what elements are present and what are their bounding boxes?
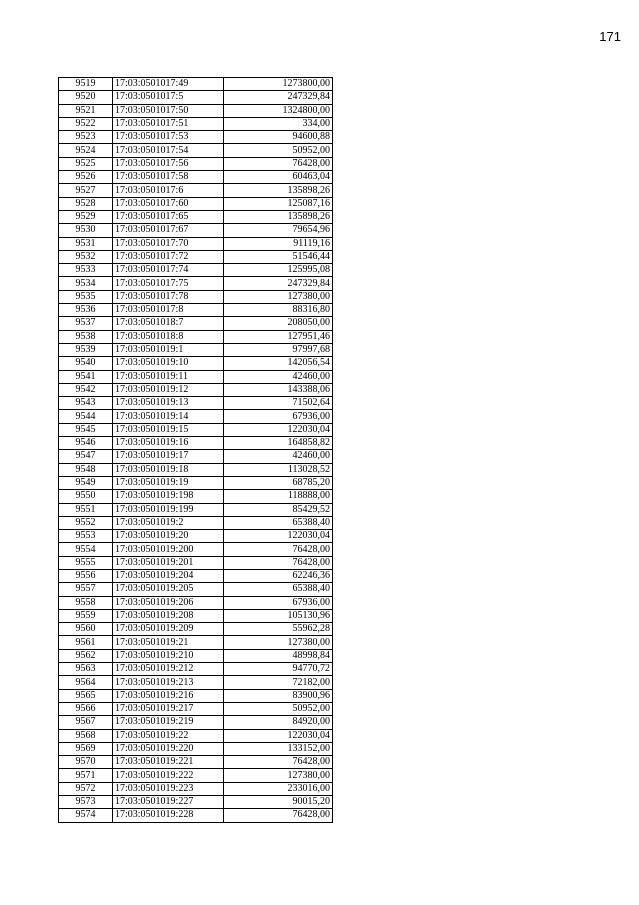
cadastral-number-cell: 17:03:0501019:13 <box>113 397 224 410</box>
table-row <box>59 104 333 117</box>
cadastral-number-cell: 17:03:0501017:49 <box>113 78 224 91</box>
cadastral-number-cell: 17:03:0501017:65 <box>113 210 224 223</box>
cadastral-number-cell: 17:03:0501019:20 <box>113 530 224 543</box>
cadastral-value-cell: 97997,68 <box>224 343 333 356</box>
table-row <box>59 809 333 822</box>
row-number-cell: 9564 <box>59 676 113 689</box>
row-number-cell: 9536 <box>59 304 113 317</box>
cadastral-value-cell: 164858,82 <box>224 437 333 450</box>
cadastral-number-cell: 17:03:0501019:217 <box>113 702 224 715</box>
row-number-cell: 9527 <box>59 184 113 197</box>
cadastral-number-cell: 17:03:0501017:67 <box>113 224 224 237</box>
table-row <box>59 343 333 356</box>
cadastral-number-cell: 17:03:0501017:53 <box>113 131 224 144</box>
cadastral-value-cell: 143388,06 <box>224 383 333 396</box>
cadastral-number-cell: 17:03:0501019:12 <box>113 383 224 396</box>
table-row <box>59 423 333 436</box>
cadastral-number-cell: 17:03:0501019:208 <box>113 609 224 622</box>
cadastral-value-cell: 247329,84 <box>224 91 333 104</box>
cadastral-value-cell: 118888,00 <box>224 490 333 503</box>
row-number-cell: 9549 <box>59 476 113 489</box>
cadastral-value-cell: 51546,44 <box>224 250 333 263</box>
cadastral-value-cell: 233016,00 <box>224 782 333 795</box>
row-number-cell: 9546 <box>59 437 113 450</box>
table-row <box>59 556 333 569</box>
row-number-cell: 9554 <box>59 543 113 556</box>
row-number-cell: 9567 <box>59 716 113 729</box>
row-number-cell: 9534 <box>59 277 113 290</box>
cadastral-value-cell: 142056,54 <box>224 357 333 370</box>
cadastral-value-cell: 65388,40 <box>224 583 333 596</box>
cadastral-value-cell: 133152,00 <box>224 742 333 755</box>
table-row <box>59 769 333 782</box>
cadastral-number-cell: 17:03:0501019:2 <box>113 516 224 529</box>
row-number-cell: 9556 <box>59 569 113 582</box>
cadastral-value-cell: 60463,04 <box>224 171 333 184</box>
cadastral-number-cell: 17:03:0501017:6 <box>113 184 224 197</box>
cadastral-number-cell: 17:03:0501018:7 <box>113 317 224 330</box>
row-number-cell: 9533 <box>59 264 113 277</box>
cadastral-value-cell: 76428,00 <box>224 543 333 556</box>
cadastral-value-cell: 62246,36 <box>224 569 333 582</box>
row-number-cell: 9544 <box>59 410 113 423</box>
table-row <box>59 317 333 330</box>
table-row <box>59 357 333 370</box>
table-row <box>59 277 333 290</box>
cadastral-value-cell: 83900,96 <box>224 689 333 702</box>
row-number-cell: 9555 <box>59 556 113 569</box>
cadastral-value-cell: 76428,00 <box>224 756 333 769</box>
cadastral-value-cell: 84920,00 <box>224 716 333 729</box>
table-row <box>59 530 333 543</box>
table-row <box>59 144 333 157</box>
row-number-cell: 9552 <box>59 516 113 529</box>
table-row <box>59 383 333 396</box>
cadastral-value-cell: 105130,96 <box>224 609 333 622</box>
cadastral-number-cell: 17:03:0501017:74 <box>113 264 224 277</box>
cadastral-value-cell: 127380,00 <box>224 290 333 303</box>
cadastral-number-cell: 17:03:0501019:205 <box>113 583 224 596</box>
row-number-cell: 9543 <box>59 397 113 410</box>
cadastral-value-cell: 67936,00 <box>224 410 333 423</box>
cadastral-value-cell: 127380,00 <box>224 636 333 649</box>
row-number-cell: 9526 <box>59 171 113 184</box>
cadastral-value-cell: 247329,84 <box>224 277 333 290</box>
cadastral-number-cell: 17:03:0501017:60 <box>113 197 224 210</box>
cadastral-number-cell: 17:03:0501019:204 <box>113 569 224 582</box>
row-number-cell: 9540 <box>59 357 113 370</box>
cadastral-number-cell: 17:03:0501019:210 <box>113 649 224 662</box>
cadastral-number-cell: 17:03:0501019:200 <box>113 543 224 556</box>
table-row <box>59 490 333 503</box>
cadastral-value-cell: 67936,00 <box>224 596 333 609</box>
cadastral-value-table <box>58 77 333 823</box>
row-number-cell: 9571 <box>59 769 113 782</box>
table-row <box>59 250 333 263</box>
cadastral-number-cell: 17:03:0501019:223 <box>113 782 224 795</box>
cadastral-value-cell: 94600,88 <box>224 131 333 144</box>
cadastral-number-cell: 17:03:0501019:219 <box>113 716 224 729</box>
row-number-cell: 9524 <box>59 144 113 157</box>
row-number-cell: 9528 <box>59 197 113 210</box>
table-row <box>59 91 333 104</box>
row-number-cell: 9545 <box>59 423 113 436</box>
table-row <box>59 796 333 809</box>
cadastral-value-cell: 50952,00 <box>224 144 333 157</box>
cadastral-number-cell: 17:03:0501017:50 <box>113 104 224 117</box>
cadastral-value-cell: 88316,80 <box>224 304 333 317</box>
cadastral-value-cell: 68785,20 <box>224 476 333 489</box>
cadastral-number-cell: 17:03:0501019:201 <box>113 556 224 569</box>
cadastral-number-cell: 17:03:0501019:220 <box>113 742 224 755</box>
row-number-cell: 9569 <box>59 742 113 755</box>
row-number-cell: 9532 <box>59 250 113 263</box>
row-number-cell: 9573 <box>59 796 113 809</box>
row-number-cell: 9531 <box>59 237 113 250</box>
cadastral-value-cell: 208050,00 <box>224 317 333 330</box>
cadastral-value-cell: 42460,00 <box>224 370 333 383</box>
row-number-cell: 9537 <box>59 317 113 330</box>
cadastral-number-cell: 17:03:0501019:19 <box>113 476 224 489</box>
row-number-cell: 9559 <box>59 609 113 622</box>
table-row <box>59 304 333 317</box>
cadastral-number-cell: 17:03:0501019:22 <box>113 729 224 742</box>
row-number-cell: 9519 <box>59 78 113 91</box>
cadastral-value-cell: 135898,26 <box>224 210 333 223</box>
cadastral-value-cell: 122030,04 <box>224 530 333 543</box>
table-row <box>59 649 333 662</box>
cadastral-value-cell: 76428,00 <box>224 809 333 822</box>
table-body <box>59 78 333 823</box>
cadastral-value-cell: 76428,00 <box>224 157 333 170</box>
cadastral-number-cell: 17:03:0501017:51 <box>113 117 224 130</box>
cadastral-number-cell: 17:03:0501017:54 <box>113 144 224 157</box>
table-row <box>59 476 333 489</box>
row-number-cell: 9521 <box>59 104 113 117</box>
table-row <box>59 516 333 529</box>
cadastral-number-cell: 17:03:0501019:227 <box>113 796 224 809</box>
cadastral-number-cell: 17:03:0501017:70 <box>113 237 224 250</box>
cadastral-value-cell: 42460,00 <box>224 450 333 463</box>
row-number-cell: 9520 <box>59 91 113 104</box>
cadastral-value-cell: 72182,00 <box>224 676 333 689</box>
cadastral-value-cell: 125087,16 <box>224 197 333 210</box>
cadastral-value-cell: 85429,52 <box>224 503 333 516</box>
cadastral-value-cell: 50952,00 <box>224 702 333 715</box>
cadastral-value-cell: 65388,40 <box>224 516 333 529</box>
cadastral-number-cell: 17:03:0501019:14 <box>113 410 224 423</box>
table-row <box>59 583 333 596</box>
table-row <box>59 171 333 184</box>
cadastral-number-cell: 17:03:0501019:1 <box>113 343 224 356</box>
table-row <box>59 78 333 91</box>
row-number-cell: 9522 <box>59 117 113 130</box>
row-number-cell: 9539 <box>59 343 113 356</box>
cadastral-value-cell: 71502,64 <box>224 397 333 410</box>
cadastral-value-cell: 94770,72 <box>224 663 333 676</box>
cadastral-number-cell: 17:03:0501019:221 <box>113 756 224 769</box>
row-number-cell: 9523 <box>59 131 113 144</box>
table-row <box>59 702 333 715</box>
cadastral-number-cell: 17:03:0501017:58 <box>113 171 224 184</box>
cadastral-number-cell: 17:03:0501017:8 <box>113 304 224 317</box>
row-number-cell: 9529 <box>59 210 113 223</box>
row-number-cell: 9547 <box>59 450 113 463</box>
cadastral-number-cell: 17:03:0501019:17 <box>113 450 224 463</box>
row-number-cell: 9525 <box>59 157 113 170</box>
table-row <box>59 264 333 277</box>
row-number-cell: 9553 <box>59 530 113 543</box>
table-row <box>59 450 333 463</box>
cadastral-value-cell: 334,00 <box>224 117 333 130</box>
table-row <box>59 623 333 636</box>
cadastral-value-cell: 1273800,00 <box>224 78 333 91</box>
row-number-cell: 9557 <box>59 583 113 596</box>
table-row <box>59 543 333 556</box>
cadastral-value-cell: 76428,00 <box>224 556 333 569</box>
cadastral-number-cell: 17:03:0501019:222 <box>113 769 224 782</box>
row-number-cell: 9560 <box>59 623 113 636</box>
row-number-cell: 9551 <box>59 503 113 516</box>
table-row <box>59 636 333 649</box>
row-number-cell: 9570 <box>59 756 113 769</box>
table-row <box>59 237 333 250</box>
row-number-cell: 9535 <box>59 290 113 303</box>
table-row <box>59 370 333 383</box>
row-number-cell: 9562 <box>59 649 113 662</box>
cadastral-value-cell: 55962,28 <box>224 623 333 636</box>
row-number-cell: 9550 <box>59 490 113 503</box>
cadastral-number-cell: 17:03:0501019:18 <box>113 463 224 476</box>
row-number-cell: 9530 <box>59 224 113 237</box>
row-number-cell: 9541 <box>59 370 113 383</box>
cadastral-number-cell: 17:03:0501018:8 <box>113 330 224 343</box>
cadastral-number-cell: 17:03:0501019:213 <box>113 676 224 689</box>
table-row <box>59 330 333 343</box>
cadastral-value-cell: 125995,08 <box>224 264 333 277</box>
cadastral-value-cell: 127951,46 <box>224 330 333 343</box>
cadastral-number-cell: 17:03:0501019:199 <box>113 503 224 516</box>
cadastral-number-cell: 17:03:0501019:209 <box>113 623 224 636</box>
table-row <box>59 224 333 237</box>
cadastral-number-cell: 17:03:0501019:15 <box>113 423 224 436</box>
table-row <box>59 689 333 702</box>
cadastral-number-cell: 17:03:0501019:16 <box>113 437 224 450</box>
cadastral-number-cell: 17:03:0501019:198 <box>113 490 224 503</box>
cadastral-value-cell: 48998,84 <box>224 649 333 662</box>
cadastral-value-cell: 1324800,00 <box>224 104 333 117</box>
row-number-cell: 9542 <box>59 383 113 396</box>
row-number-cell: 9565 <box>59 689 113 702</box>
table-row <box>59 131 333 144</box>
table-row <box>59 742 333 755</box>
table-row <box>59 596 333 609</box>
cadastral-number-cell: 17:03:0501019:212 <box>113 663 224 676</box>
table-row <box>59 609 333 622</box>
cadastral-number-cell: 17:03:0501019:216 <box>113 689 224 702</box>
table-row <box>59 569 333 582</box>
cadastral-value-cell: 113028,52 <box>224 463 333 476</box>
table-row <box>59 397 333 410</box>
cadastral-number-cell: 17:03:0501017:75 <box>113 277 224 290</box>
cadastral-value-cell: 122030,04 <box>224 423 333 436</box>
row-number-cell: 9566 <box>59 702 113 715</box>
cadastral-number-cell: 17:03:0501019:11 <box>113 370 224 383</box>
table-row <box>59 290 333 303</box>
row-number-cell: 9574 <box>59 809 113 822</box>
table-row <box>59 716 333 729</box>
row-number-cell: 9548 <box>59 463 113 476</box>
table-row <box>59 410 333 423</box>
row-number-cell: 9568 <box>59 729 113 742</box>
row-number-cell: 9561 <box>59 636 113 649</box>
table-row <box>59 663 333 676</box>
cadastral-number-cell: 17:03:0501019:10 <box>113 357 224 370</box>
page-number: 171 <box>599 29 621 44</box>
row-number-cell: 9563 <box>59 663 113 676</box>
table-row <box>59 782 333 795</box>
table-row <box>59 729 333 742</box>
table-row <box>59 676 333 689</box>
table-row <box>59 157 333 170</box>
cadastral-number-cell: 17:03:0501019:228 <box>113 809 224 822</box>
table-row <box>59 437 333 450</box>
cadastral-number-cell: 17:03:0501017:78 <box>113 290 224 303</box>
cadastral-number-cell: 17:03:0501017:5 <box>113 91 224 104</box>
table-row <box>59 503 333 516</box>
cadastral-value-cell: 135898,26 <box>224 184 333 197</box>
cadastral-number-cell: 17:03:0501017:56 <box>113 157 224 170</box>
cadastral-value-cell: 79654,96 <box>224 224 333 237</box>
cadastral-value-cell: 91119,16 <box>224 237 333 250</box>
cadastral-number-cell: 17:03:0501019:21 <box>113 636 224 649</box>
cadastral-value-cell: 122030,04 <box>224 729 333 742</box>
cadastral-number-cell: 17:03:0501019:206 <box>113 596 224 609</box>
cadastral-number-cell: 17:03:0501017:72 <box>113 250 224 263</box>
table-row <box>59 756 333 769</box>
table-row <box>59 210 333 223</box>
table-row <box>59 463 333 476</box>
row-number-cell: 9558 <box>59 596 113 609</box>
row-number-cell: 9572 <box>59 782 113 795</box>
cadastral-value-cell: 127380,00 <box>224 769 333 782</box>
row-number-cell: 9538 <box>59 330 113 343</box>
cadastral-value-cell: 90015,20 <box>224 796 333 809</box>
table-row <box>59 117 333 130</box>
table-row <box>59 197 333 210</box>
table-row <box>59 184 333 197</box>
